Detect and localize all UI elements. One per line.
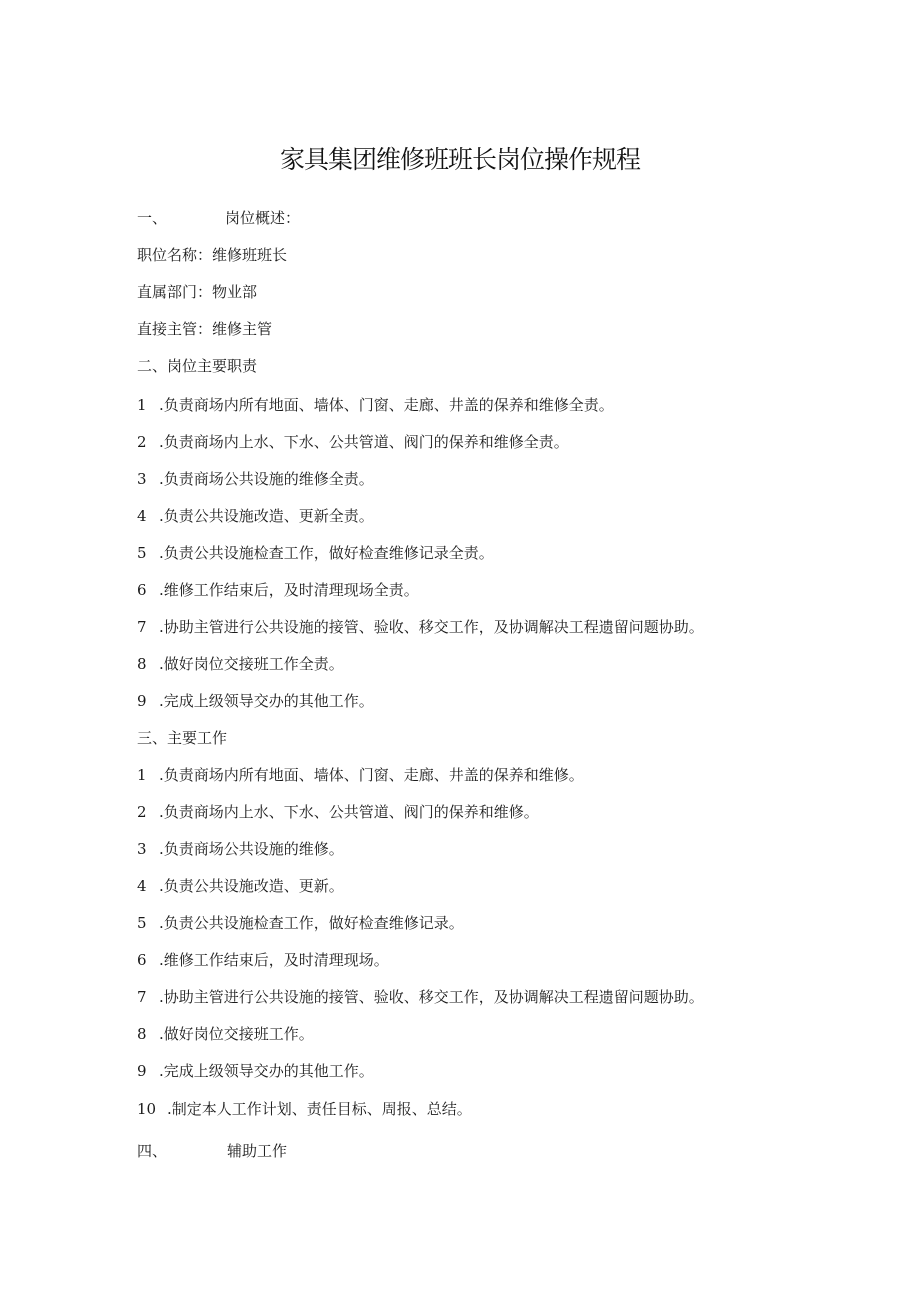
list-item bbox=[137, 913, 464, 933]
section-3-heading: 三、主要工作 bbox=[137, 729, 228, 747]
item-number: 6 bbox=[137, 581, 147, 599]
section-4-heading bbox=[137, 1141, 287, 1161]
item-text: .负责商场内所有地面、墙体、门窗、走廊、井盖的保养和维修。 bbox=[159, 766, 584, 784]
list-item bbox=[137, 543, 494, 563]
field-department bbox=[137, 282, 257, 302]
section-2-heading: 二、岗位主要职责 bbox=[137, 357, 258, 375]
item-text: .负责公共设施改造、更新。 bbox=[159, 877, 344, 895]
item-text: .负责商场内上水、下水、公共管道、阀门的保养和维修。 bbox=[159, 803, 539, 821]
list-item bbox=[137, 469, 374, 489]
item-number: 5 bbox=[137, 914, 147, 932]
list-item bbox=[137, 432, 569, 452]
item-text: .制定本人工作计划、责任目标、周报、总结。 bbox=[167, 1100, 472, 1118]
list-item bbox=[137, 765, 584, 785]
item-text: .协助主管进行公共设施的接管、验收、移交工作，及协调解决工程遗留问题协助。 bbox=[159, 988, 704, 1006]
item-number: 6 bbox=[137, 951, 147, 969]
item-text: .负责商场内所有地面、墙体、门窗、走廊、井盖的保养和维修全责。 bbox=[159, 396, 614, 414]
item-text: .负责公共设施检查工作，做好检查维修记录。 bbox=[159, 914, 464, 932]
item-number: 7 bbox=[137, 618, 147, 636]
list-item bbox=[137, 987, 704, 1007]
item-number: 2 bbox=[137, 803, 147, 821]
item-number: 1 bbox=[137, 766, 147, 784]
list-item bbox=[137, 950, 389, 970]
list-item bbox=[137, 617, 704, 637]
item-text: .完成上级领导交办的其他工作。 bbox=[159, 1062, 374, 1080]
item-number: 9 bbox=[137, 1062, 147, 1080]
list-item bbox=[137, 395, 614, 415]
section-4-title: 辅助工作 bbox=[227, 1142, 288, 1160]
list-item bbox=[137, 1099, 472, 1119]
document-title: 家具集团维修班班长岗位操作规程 bbox=[279, 145, 640, 174]
field-supervisor bbox=[137, 319, 272, 339]
section-1-heading bbox=[137, 208, 300, 228]
item-number: 9 bbox=[137, 692, 147, 710]
item-number: 4 bbox=[137, 507, 147, 525]
item-number: 3 bbox=[137, 840, 147, 858]
item-number: 10 bbox=[137, 1100, 157, 1118]
field-value: 物业部 bbox=[212, 283, 258, 301]
list-item bbox=[137, 691, 374, 711]
item-number: 7 bbox=[137, 988, 147, 1006]
list-item bbox=[137, 1024, 314, 1044]
item-text: .负责商场公共设施的维修。 bbox=[159, 840, 344, 858]
field-label: 直接主管： bbox=[137, 320, 213, 338]
field-label: 直属部门： bbox=[137, 283, 213, 301]
field-value: 维修主管 bbox=[212, 320, 273, 338]
item-text: .维修工作结束后，及时清理现场。 bbox=[159, 951, 389, 969]
item-number: 2 bbox=[137, 433, 147, 451]
field-value: 维修班班长 bbox=[212, 246, 288, 264]
field-position-name bbox=[137, 245, 287, 265]
list-item bbox=[137, 839, 344, 859]
field-label: 职位名称： bbox=[137, 246, 213, 264]
item-number: 4 bbox=[137, 877, 147, 895]
item-text: .做好岗位交接班工作全责。 bbox=[159, 655, 344, 673]
item-text: .做好岗位交接班工作。 bbox=[159, 1025, 314, 1043]
list-item bbox=[137, 506, 374, 526]
list-item bbox=[137, 580, 419, 600]
item-text: .维修工作结束后，及时清理现场全责。 bbox=[159, 581, 419, 599]
list-item bbox=[137, 802, 539, 822]
item-text: .负责商场内上水、下水、公共管道、阀门的保养和维修全责。 bbox=[159, 433, 569, 451]
section-4-marker: 四、 bbox=[137, 1142, 168, 1160]
item-number: 1 bbox=[137, 396, 147, 414]
section-1-title: 岗位概述： bbox=[225, 209, 301, 227]
item-text: .负责公共设施改造、更新全责。 bbox=[159, 507, 374, 525]
item-text: .负责公共设施检查工作，做好检查维修记录全责。 bbox=[159, 544, 494, 562]
item-number: 8 bbox=[137, 1025, 147, 1043]
item-number: 8 bbox=[137, 655, 147, 673]
item-number: 3 bbox=[137, 470, 147, 488]
list-item bbox=[137, 876, 344, 896]
item-text: .负责商场公共设施的维修全责。 bbox=[159, 470, 374, 488]
item-text: .完成上级领导交办的其他工作。 bbox=[159, 692, 374, 710]
list-item bbox=[137, 654, 344, 674]
list-item bbox=[137, 1061, 374, 1081]
item-text: .协助主管进行公共设施的接管、验收、移交工作，及协调解决工程遗留问题协助。 bbox=[159, 618, 704, 636]
section-1-marker: 一、 bbox=[137, 209, 168, 227]
item-number: 5 bbox=[137, 544, 147, 562]
